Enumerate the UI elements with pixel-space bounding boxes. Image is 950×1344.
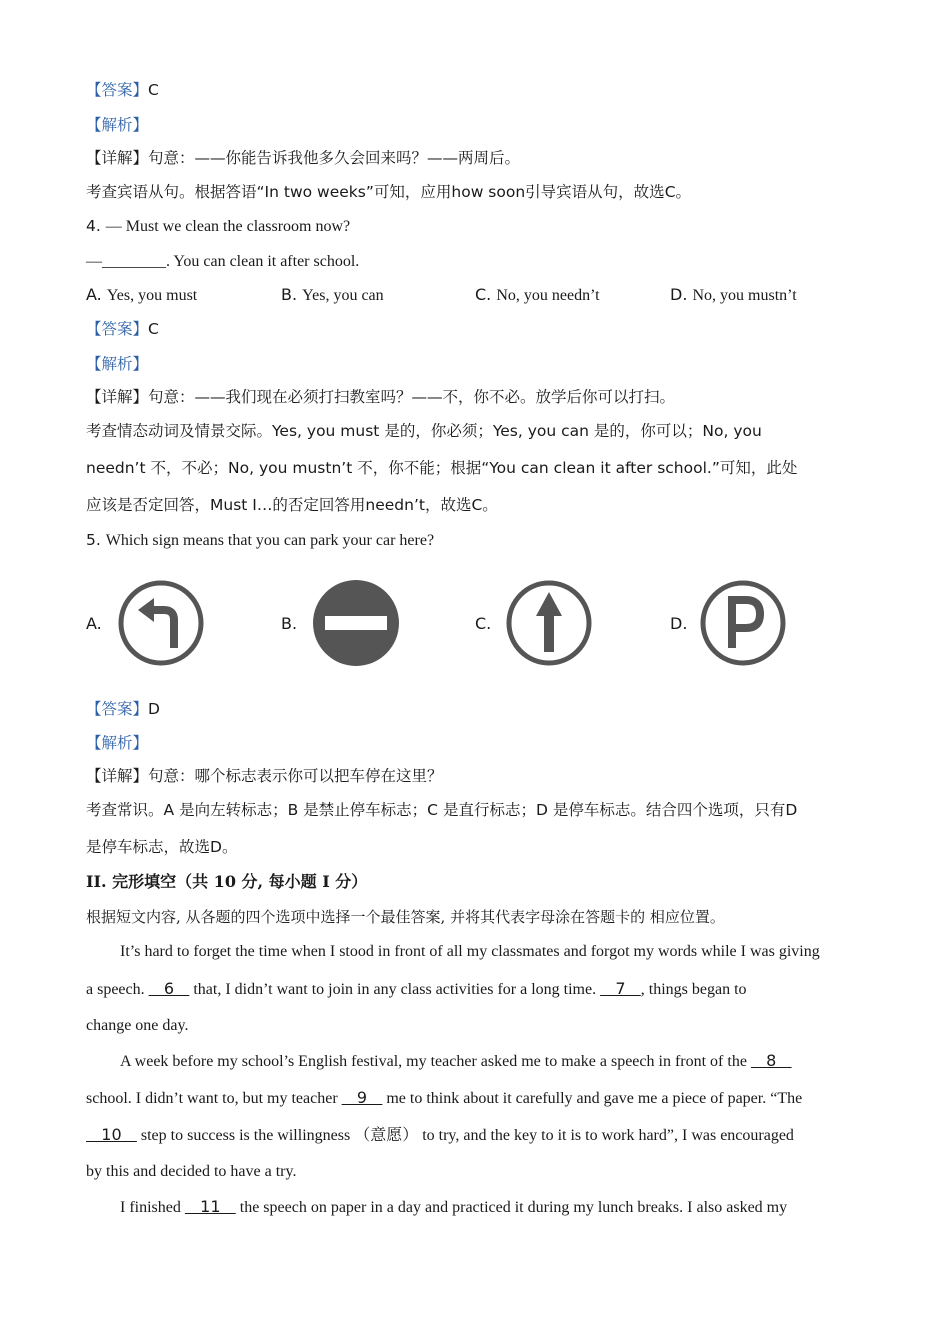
explain-term: Yes, you must: [272, 422, 380, 440]
explain-text: 是的，你必须；: [384, 422, 493, 440]
passage-p2-line-3: [86, 1125, 794, 1146]
analysis-tag: 【解析】: [86, 355, 149, 373]
blank-8: 8: [750, 1051, 792, 1070]
passage-p1-line-2: [86, 979, 747, 1000]
explain-text: 考查宾语从句。根据答语: [86, 183, 257, 201]
q4-option-a: [86, 285, 197, 306]
answer-value: C: [148, 81, 159, 99]
explain-text: 是停车标志。结合四个选项，只有: [552, 801, 786, 819]
passage-p2-line-2: [86, 1088, 802, 1109]
answer-tag: 【答案】: [86, 81, 149, 99]
q3-answer-line: [86, 80, 159, 100]
q4-answer-line: [86, 319, 159, 339]
explain-text: 不，你不能；根据: [357, 459, 482, 477]
explain-answer: C。: [664, 183, 692, 201]
q5-option-c-label: C.: [475, 614, 492, 633]
section-instruction: 根据短文内容, 从各题的四个选项中选择一个最佳答案, 并将其代表字母涂在答题卡的 相应位置。: [86, 908, 725, 926]
explain-term: needn’t: [365, 496, 425, 514]
question-number: 5.: [86, 531, 101, 549]
q5-option-d-label: D.: [670, 614, 688, 633]
explain-text: 可知，此处: [719, 459, 798, 477]
q5-option-b-label: B.: [281, 614, 298, 633]
detail-tag: 【详解】: [86, 388, 149, 406]
passage-text: I finished: [120, 1199, 181, 1216]
q3-explain-line: [86, 182, 691, 202]
explain-text: 考查情态动词及情景交际。: [86, 422, 273, 440]
q5-stem-line: [86, 530, 434, 551]
q3-analysis-line: [86, 115, 148, 135]
passage-text: , things began to: [640, 981, 747, 998]
explain-text: 是向左转标志；: [179, 801, 288, 819]
explain-text: 是禁止停车标志；: [303, 801, 428, 819]
option-text: No, you mustn’t: [692, 287, 797, 304]
answer-value: D: [148, 700, 160, 718]
option-text: Yes, you can: [302, 287, 384, 304]
option-letter: A.: [86, 285, 102, 304]
explain-text: 是停车标志，故选: [86, 838, 211, 856]
passage-text: step to success is the willingness （意愿） to try, and the key to it is to work hard”, I was encouraged: [140, 1127, 794, 1144]
explain-text: 是直行标志；: [442, 801, 536, 819]
answer-tag: 【答案】: [86, 320, 149, 338]
q4-detail-line: [86, 387, 675, 407]
answer-value: C: [148, 320, 159, 338]
passage-p1-line-1: It’s hard to forget the time when I stood in front of all my classmates and forgot my words while I was giving: [120, 943, 820, 960]
section-heading: II. 完形填空（共 10 分, 每小题 I 分）: [86, 872, 368, 891]
explain-text: 不，不必；: [150, 459, 229, 477]
question-stem: — Must we clean the classroom now?: [105, 218, 351, 235]
option-letter: D.: [670, 285, 688, 304]
q4-explain-line-3: [86, 495, 498, 515]
explain-text: 应该是否定回答，: [86, 496, 211, 514]
passage-text: a speech.: [86, 981, 145, 998]
blank-9: 9: [341, 1088, 383, 1107]
detail-tag: 【详解】: [86, 149, 149, 167]
explain-text: 的否定回答用: [272, 496, 366, 514]
straight-ahead-sign-icon: [504, 578, 594, 668]
blank-7: 7: [600, 979, 641, 998]
explain-quote: “In two weeks”: [256, 183, 374, 201]
q5-explain-line-2: [86, 837, 237, 857]
passage-p2-line-4: by this and decided to have a try.: [86, 1163, 297, 1180]
q4-option-c: [475, 285, 600, 306]
explain-term: Yes, you can: [492, 422, 589, 440]
option-text: No, you needn’t: [496, 287, 600, 304]
passage-text: school. I didn’t want to, but my teacher: [86, 1090, 338, 1107]
passage-text: the speech on paper in a day and practiced it during my lunch breaks. I also asked my: [239, 1199, 788, 1216]
q4-option-b: [281, 285, 384, 306]
analysis-tag: 【解析】: [86, 116, 149, 134]
explain-answer: C。: [471, 496, 498, 514]
analysis-tag: 【解析】: [86, 734, 149, 752]
q4-analysis-line: [86, 354, 148, 374]
explain-text: 可知，应用: [373, 183, 452, 201]
explain-term: No, you mustn’t: [228, 459, 353, 477]
blank-11: 11: [184, 1197, 236, 1216]
passage-text: me to think about it carefully and gave me a piece of paper. “The: [386, 1090, 803, 1107]
question-stem: —________. You can clean it after school.: [86, 253, 360, 270]
q4-explain-line-1: [86, 421, 762, 441]
q4-option-d: [670, 285, 797, 306]
q5-option-a-label: A.: [86, 614, 102, 633]
q4-explain-line-2: [86, 458, 797, 478]
q3-detail-line: [86, 148, 520, 168]
option-letter: C.: [475, 285, 492, 304]
q5-answer-line: [86, 699, 160, 719]
q5-analysis-line: [86, 733, 148, 753]
passage-p2-line-1: [120, 1051, 792, 1072]
question-stem: Which sign means that you can park your car here?: [105, 532, 435, 549]
q5-explain-line-1: [86, 800, 797, 820]
parking-sign-icon: [698, 578, 788, 668]
explain-term: No, you: [702, 422, 762, 440]
question-number: 4.: [86, 217, 101, 235]
blank-6: 6: [148, 979, 190, 998]
explain-text: ，故选: [424, 496, 472, 514]
explain-answer: D。: [210, 838, 238, 856]
q5-detail-line: [86, 766, 443, 786]
explain-term: A: [163, 801, 175, 819]
explain-term: D: [535, 801, 548, 819]
q4-stem-line: [86, 216, 350, 237]
turn-left-sign-icon: [116, 578, 206, 668]
passage-p1-line-3: change one day.: [86, 1017, 189, 1034]
explain-term: how soon: [451, 183, 526, 201]
passage-p3-line-1: [120, 1197, 787, 1218]
explain-term: D: [785, 801, 798, 819]
explain-term: needn’t: [86, 459, 146, 477]
explain-text: 引导宾语从句，故选: [525, 183, 665, 201]
no-entry-sign-icon: [311, 578, 401, 668]
detail-text: 句意：——你能告诉我他多久会回来吗？——两周后。: [148, 149, 521, 167]
detail-tag: 【详解】: [86, 767, 149, 785]
explain-text: 是的，你可以；: [593, 422, 703, 440]
option-letter: B.: [281, 285, 298, 304]
blank-10: 10: [86, 1125, 137, 1144]
q4-stem2-line: [86, 251, 359, 272]
detail-text: 句意：——我们现在必须打扫教室吗？——不，你不必。放学后你可以打扫。: [148, 388, 676, 406]
passage-text: A week before my school’s English festival, my teacher asked me to make a speech in front of the: [120, 1053, 747, 1070]
answer-tag: 【答案】: [86, 700, 149, 718]
explain-term: Must I…: [210, 496, 273, 514]
option-text: Yes, you must: [106, 287, 198, 304]
explain-term: B: [287, 801, 299, 819]
explain-quote: “You can clean it after school.”: [481, 459, 720, 477]
explain-text: 考查常识。: [86, 801, 164, 819]
passage-text: that, I didn’t want to join in any class activities for a long time.: [193, 981, 597, 998]
explain-term: C: [427, 801, 438, 819]
detail-text: 句意：哪个标志表示你可以把车停在这里？: [148, 767, 443, 785]
